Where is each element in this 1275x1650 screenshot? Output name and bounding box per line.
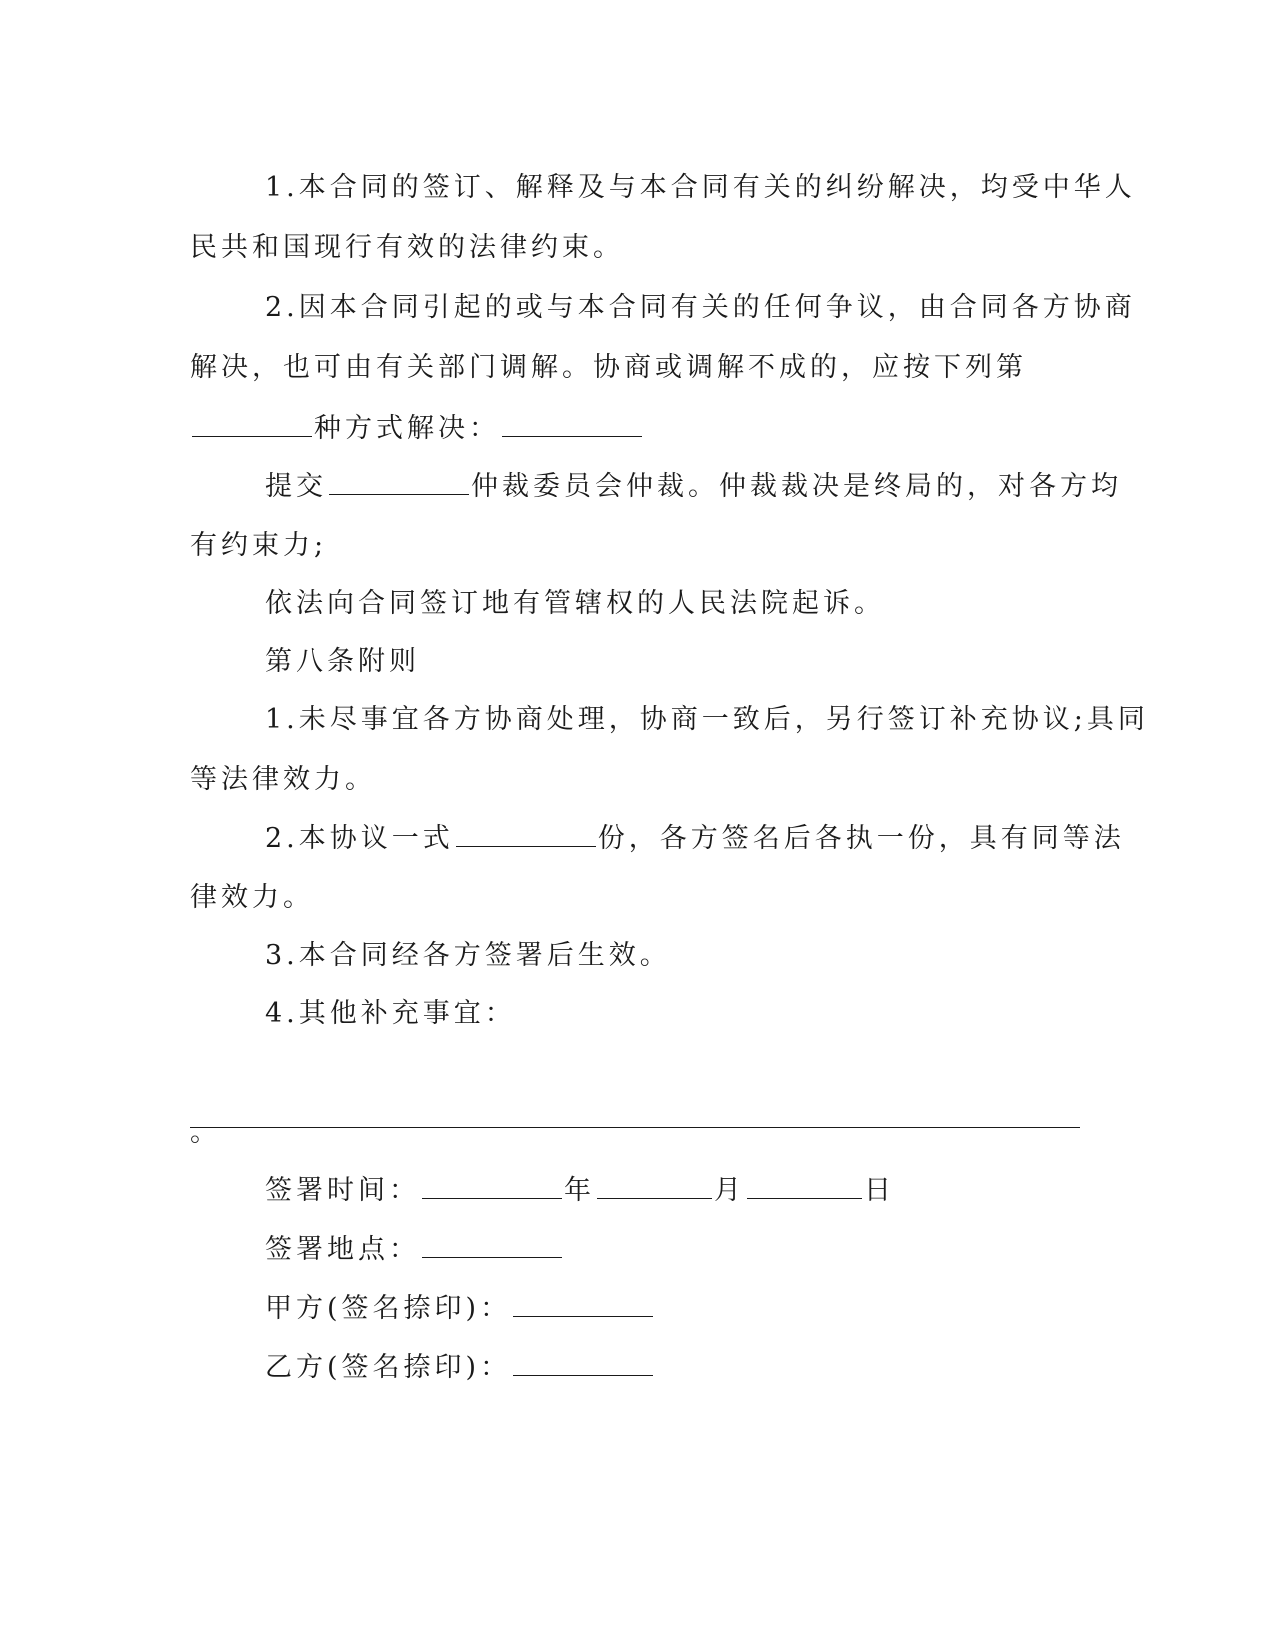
signing-date-label: 签署时间： (265, 1175, 420, 1206)
annex-2-line-1 (265, 820, 1125, 857)
supplementary-end-mark: 。 (190, 1117, 221, 1148)
annex-2-line-2: 律效力。 (190, 882, 314, 913)
annex-3-line: 3.本合同经各方签署后生效。 (265, 940, 671, 971)
party-b-signature-blank[interactable] (513, 1349, 653, 1376)
signing-place-label: 签署地点： (265, 1234, 420, 1265)
arbitration-line-1 (265, 468, 1122, 505)
clause-2-line-1: 2.因本合同引起的或与本合同有关的任何争议，由合同各方协商 (265, 292, 1136, 323)
month-label: 月 (714, 1175, 745, 1206)
year-blank[interactable] (422, 1172, 562, 1199)
supplementary-matters-blank[interactable] (190, 1127, 1080, 1128)
clause-2-line-2: 解决，也可由有关部门调解。协商或调解不成的，应按下列第 (190, 352, 1027, 383)
day-label: 日 (864, 1175, 895, 1206)
day-blank[interactable] (747, 1172, 862, 1199)
arbitration-text: 仲裁委员会仲裁。仲裁裁决是终局的，对各方均 (471, 471, 1122, 502)
annex-1-line-2: 等法律效力。 (190, 764, 376, 795)
arbitration-committee-blank[interactable] (329, 468, 469, 495)
arbitration-prefix: 提交 (265, 471, 327, 502)
party-a-line (265, 1290, 655, 1327)
method-choice-blank[interactable] (502, 410, 642, 437)
method-label: 种方式解决： (314, 413, 500, 444)
party-b-label: 乙方(签名捺印)： (265, 1352, 512, 1383)
signing-place-blank[interactable] (422, 1231, 562, 1258)
year-label: 年 (564, 1175, 595, 1206)
article-8-heading: 第八条附则 (265, 646, 420, 677)
copies-text: 份，各方签名后各执一份，具有同等法 (597, 823, 1125, 854)
signing-date-line (265, 1172, 895, 1209)
signing-place-line (265, 1231, 564, 1268)
party-a-label: 甲方(签名捺印)： (265, 1293, 512, 1324)
party-a-signature-blank[interactable] (513, 1290, 653, 1317)
annex-4-line: 4.其他补充事宜： (265, 998, 516, 1029)
method-number-blank[interactable] (192, 410, 312, 437)
month-blank[interactable] (597, 1172, 712, 1199)
clause-1-line-2: 民共和国现行有效的法律约束。 (190, 232, 624, 263)
arbitration-line-2: 有约束力; (190, 530, 328, 561)
clause-1-line-1: 1.本合同的签订、解释及与本合同有关的纠纷解决，均受中华人 (265, 172, 1136, 203)
clause-2-line-3 (190, 410, 644, 447)
party-b-line (265, 1349, 655, 1386)
annex-1-line-1: 1.未尽事宜各方协商处理，协商一致后，另行签订补充协议;具同 (265, 704, 1149, 735)
copies-prefix: 2.本协议一式 (265, 823, 454, 854)
litigation-line: 依法向合同签订地有管辖权的人民法院起诉。 (265, 588, 885, 619)
copies-count-blank[interactable] (456, 820, 596, 847)
